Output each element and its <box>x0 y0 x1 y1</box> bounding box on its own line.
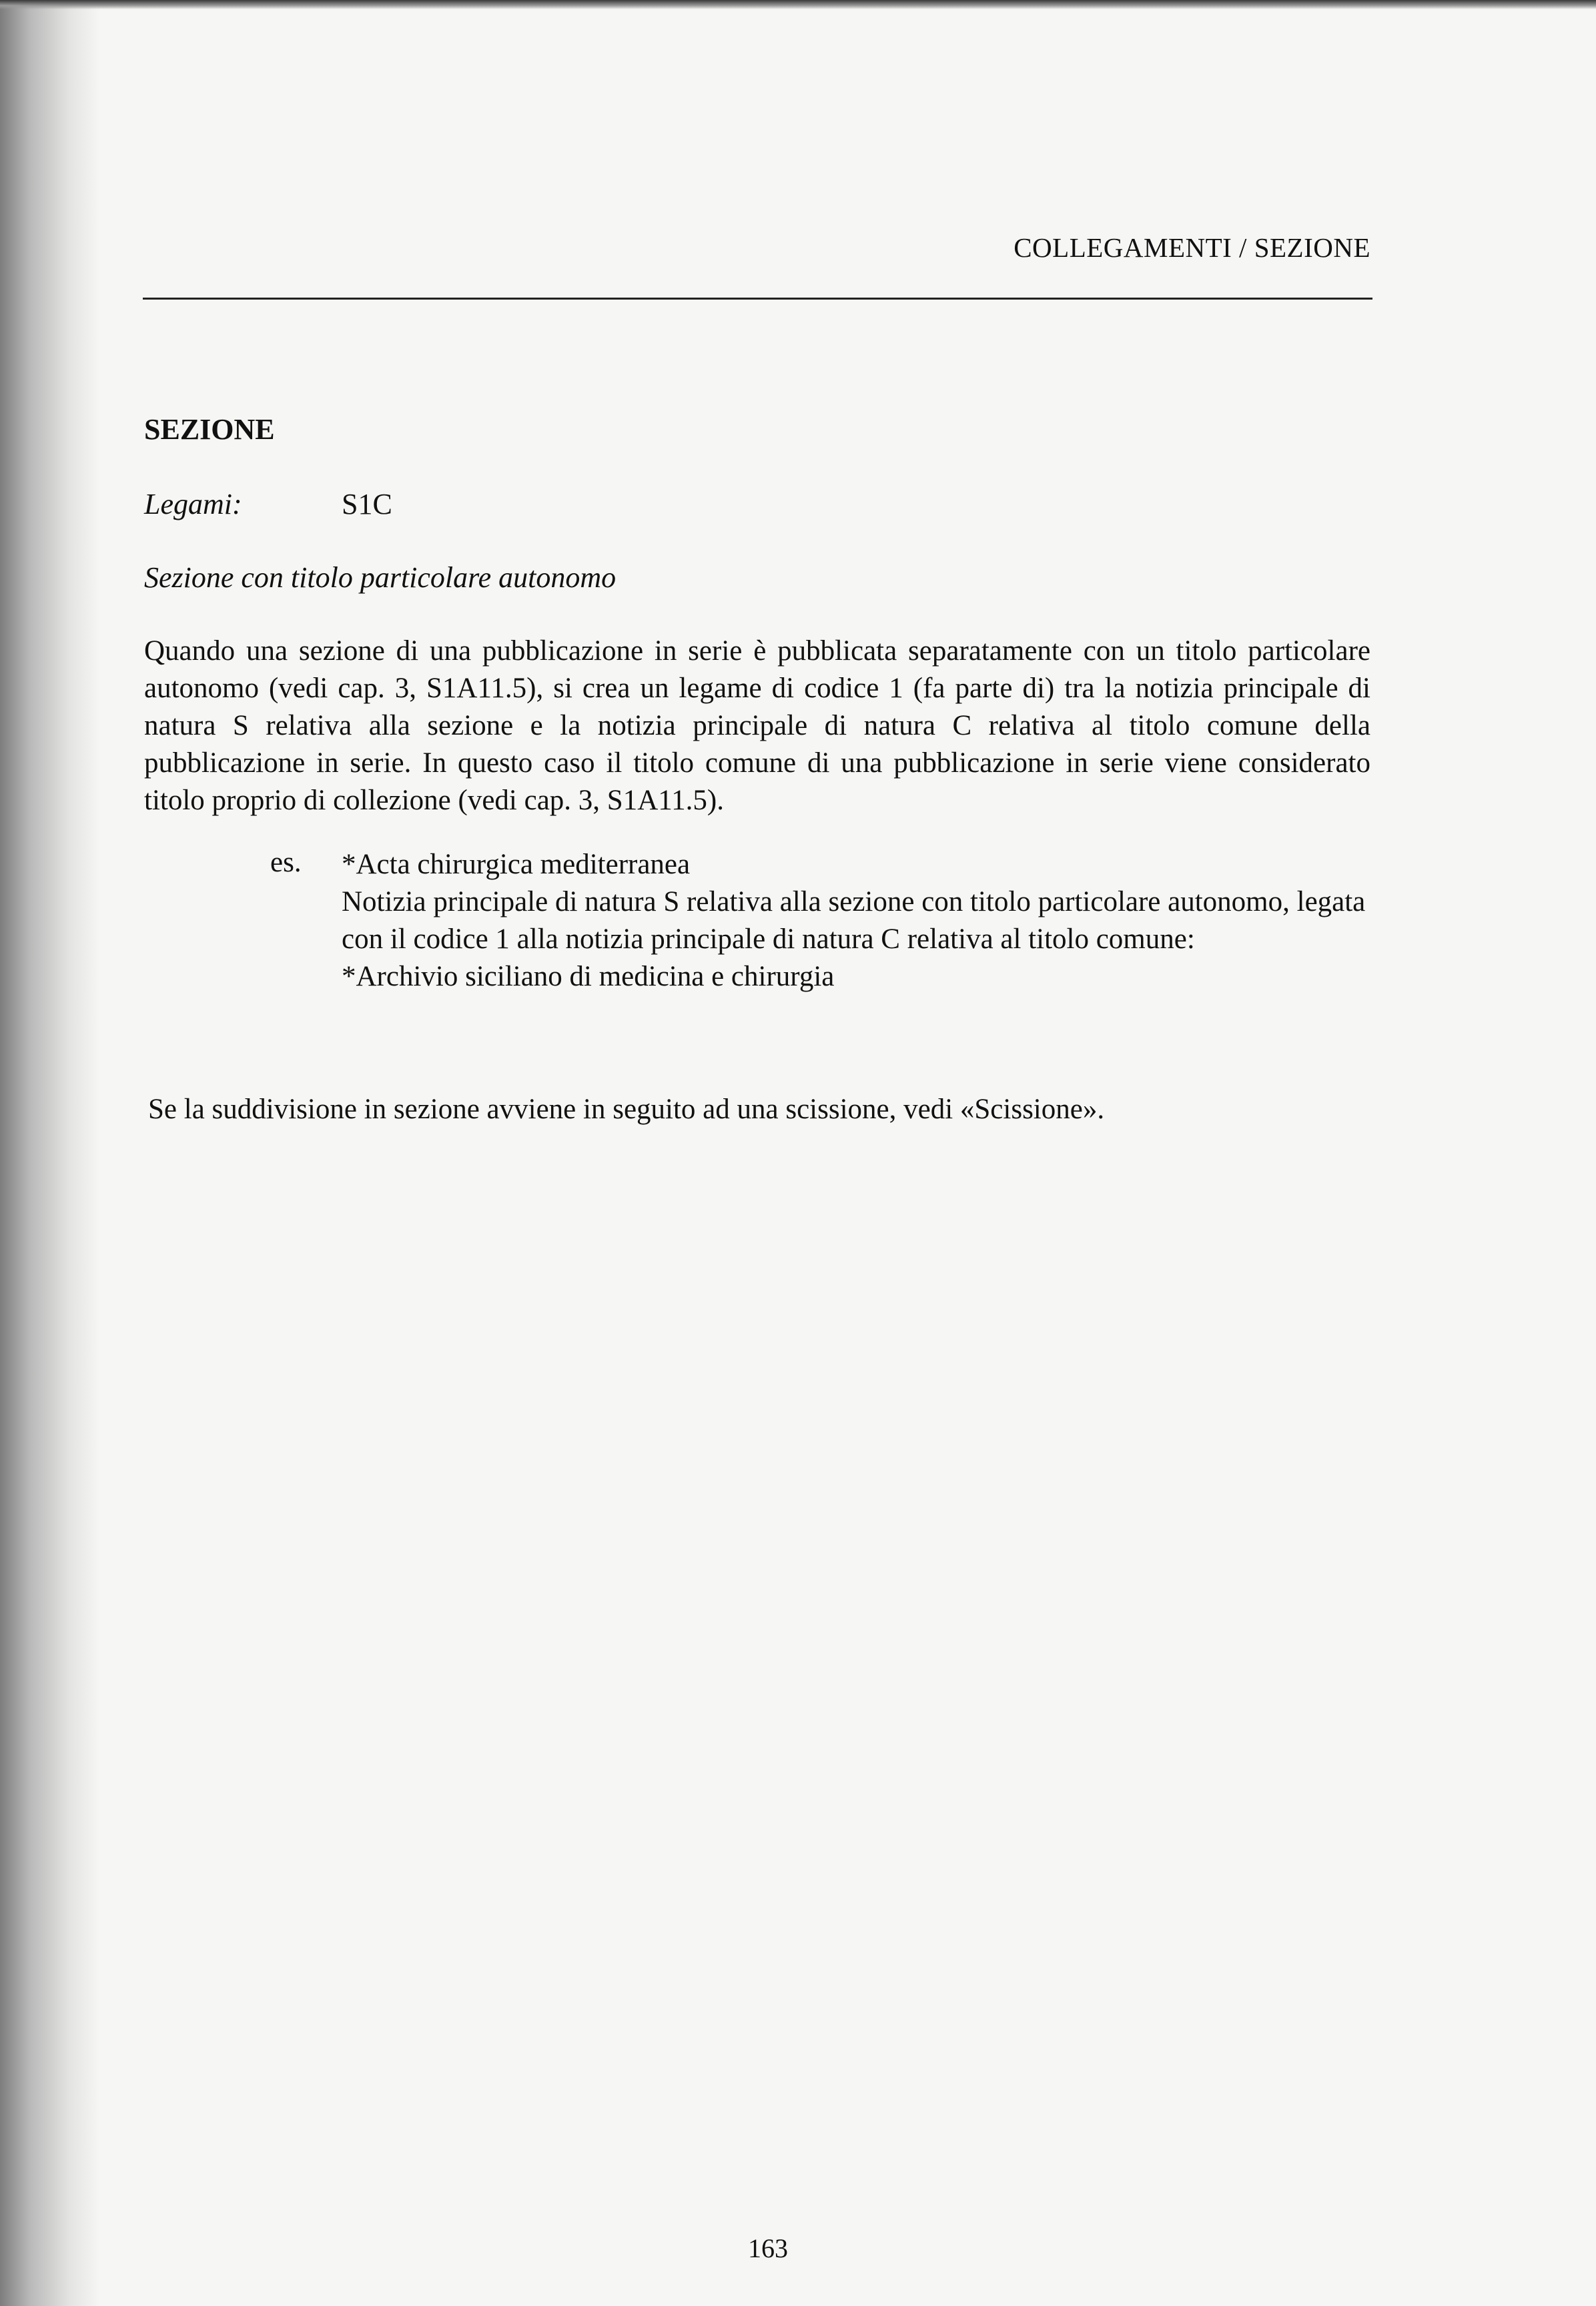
section-subtitle: Sezione con titolo particolare autonomo <box>144 561 617 594</box>
page-number: 163 <box>748 2233 788 2263</box>
section-title: SEZIONE <box>144 413 275 446</box>
scan-edge-shadow <box>0 0 100 2306</box>
legami-label: Legami: <box>144 488 242 520</box>
example-label: es. <box>270 847 302 878</box>
running-header: COLLEGAMENTI / SEZIONE <box>1014 232 1370 263</box>
legami-code: S1C <box>342 488 392 520</box>
example-note: Notizia principale di natura S relativa alla sezione con titolo particolare autonomo, legata con il codice 1 alla notizia principale di natura C relativa al titolo comune: <box>342 886 1366 955</box>
example-title-1: *Acta chirurgica mediterranea <box>342 849 691 880</box>
scan-top-edge <box>0 0 1596 9</box>
closing-paragraph: Se la suddivisione in sezione avviene in seguito ad una scissione, vedi «Scissione». <box>148 1094 1105 1125</box>
example-title-2: *Archivio siciliano di medicina e chirurgia <box>342 961 835 992</box>
body-paragraph: Quando una sezione di una pubblicazione in serie è pubblicata separatamente con un titolo particolare autonomo (vedi cap. 3, S1A11.5), si crea un legame di codice 1 (fa parte di) tra la notizia principale di natura S relativa alla sezione e la notizia principale di natura C relativa al titolo comune della pubblicazione in serie. In questo caso il titolo comune di una pubblicazione in serie viene considerato titolo proprio di collezione (vedi cap. 3, S1A11.5). <box>144 635 1370 816</box>
example-block <box>342 846 1372 996</box>
header-rule <box>143 298 1372 300</box>
